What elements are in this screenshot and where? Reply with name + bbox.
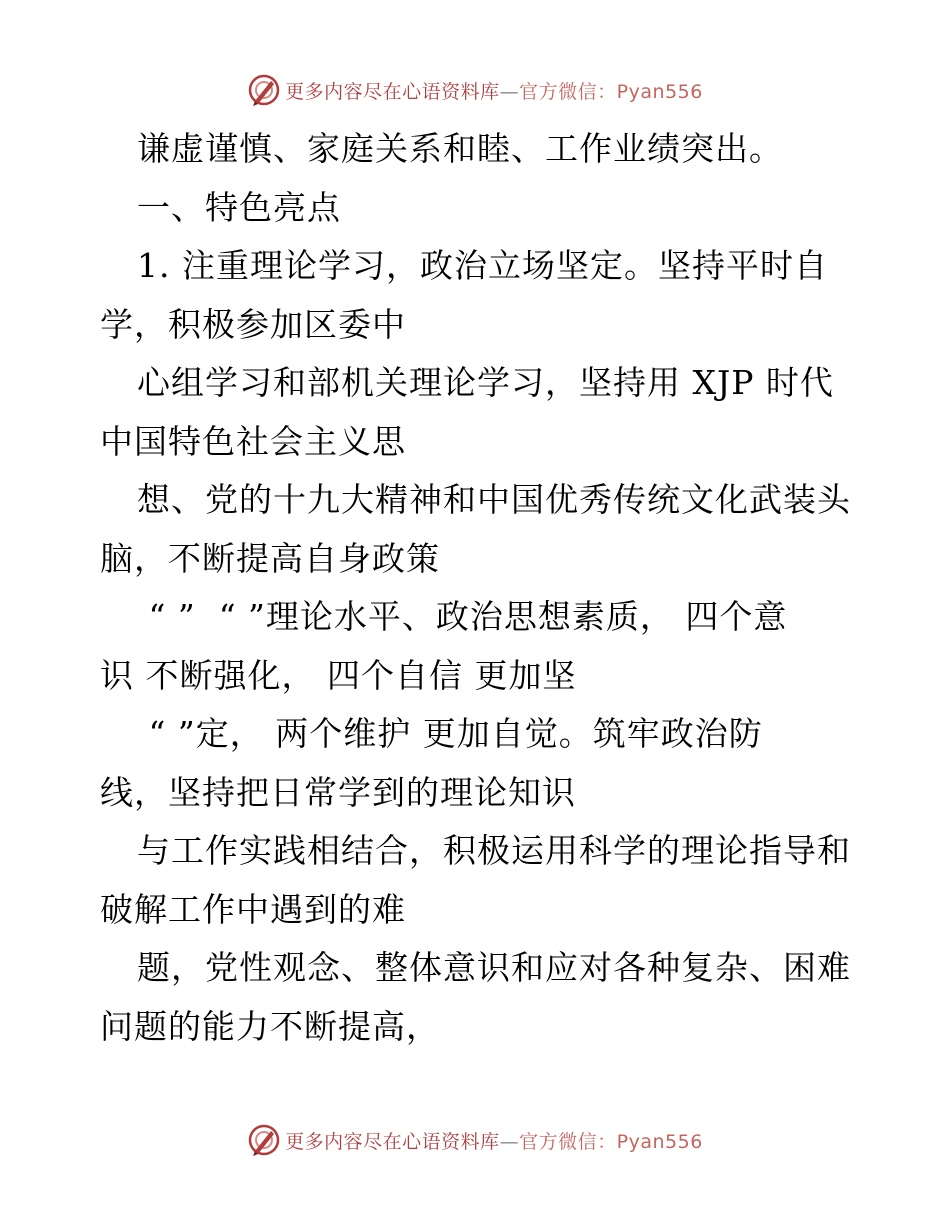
text-line: 1. 注重理论学习，政治立场坚定。坚持平时自 <box>137 246 828 285</box>
banner-text: 更多内容尽在心语资料库 <box>285 80 500 103</box>
text-line: 学，积极参加区委中 <box>100 304 406 344</box>
banner-separator: — <box>499 1130 520 1153</box>
text-line: “ ” “ ”理论水平、政治思想素质， 四个意 <box>137 597 788 636</box>
banner-wechat: 官方微信：Pyan556 <box>519 1130 703 1153</box>
text-line: 问题的能力不断提高， <box>100 1006 440 1046</box>
banner-wechat: 官方微信：Pyan556 <box>519 80 703 103</box>
header-watermark-banner <box>0 70 950 110</box>
logo-pen-icon <box>247 73 281 107</box>
text-line: 中国特色社会主义思 <box>100 421 406 461</box>
text-line: 识 不断强化， 四个自信 更加坚 <box>100 655 577 695</box>
text-line: 脑，不断提高自身政策 <box>100 538 440 578</box>
text-line: “ ”定， 两个维护 更加自觉。筑牢政治防 <box>137 714 763 753</box>
banner-separator: — <box>499 80 520 103</box>
text-line: 破解工作中遇到的难 <box>100 889 406 929</box>
text-line: 与工作实践相结合，积极运用科学的理论指导和 <box>137 831 851 870</box>
banner-text: 更多内容尽在心语资料库 <box>285 1130 500 1153</box>
text-line: 题，党性观念、整体意识和应对各种复杂、困难 <box>137 948 851 987</box>
footer-watermark-banner <box>0 1120 950 1160</box>
section-heading: 一、特色亮点 <box>137 187 341 227</box>
text-line: 线，坚持把日常学到的理论知识 <box>100 772 576 812</box>
text-line: 谦虚谨慎、家庭关系和睦、工作业绩突出。 <box>137 129 783 168</box>
document-body <box>100 120 860 1056</box>
text-line: 心组学习和部机关理论学习，坚持用 XJP 时代 <box>137 363 834 402</box>
text-line: 想、党的十九大精神和中国优秀传统文化武装头 <box>137 480 851 519</box>
logo-pen-icon <box>247 1123 281 1157</box>
